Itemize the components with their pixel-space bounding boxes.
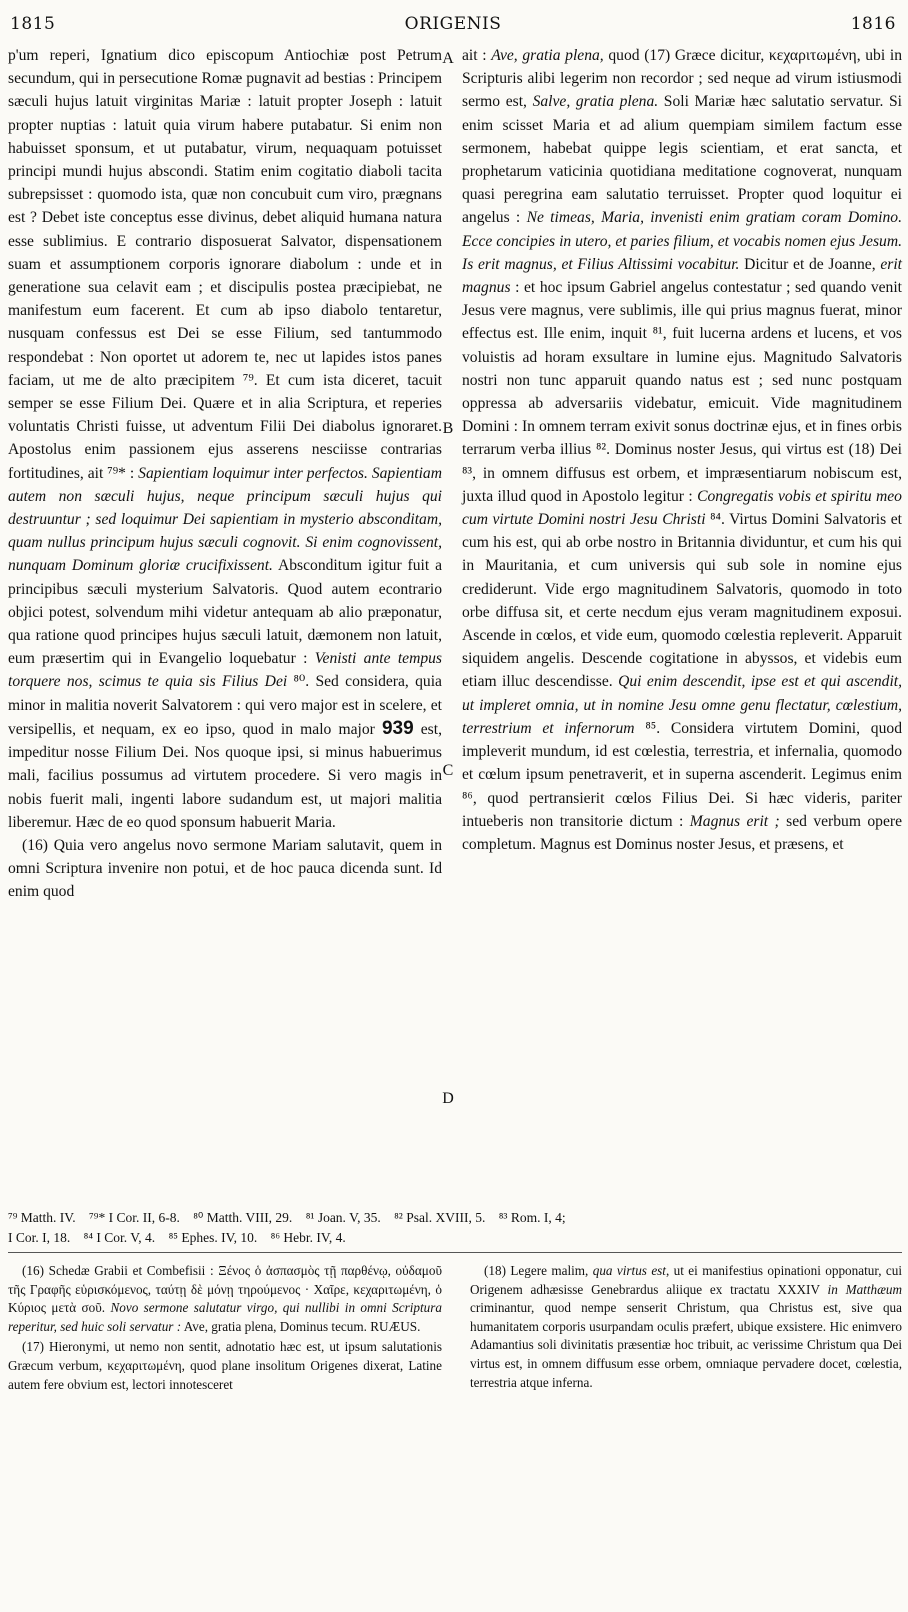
- scripture-ref: ⁸⁰ Matth. VIII, 29.: [193, 1210, 293, 1225]
- left-paragraph-1: p'um reperi, Ignatium dico episcopum Antiochiæ post Petrum secundum, qui in persecutione Romæ pugnavit ad bestias : Principem sæculi hujus latuit virginitas Mariæ : latuit propter Joseph : latuit propter nuptias : latuit quia virum habere putabatur. Si enim non habuisset sponsum, et ut putabatur, virum, nequaquam potuisset principi mundi hujus abscondi. Statim enim cogitatio diaboli tacita subrepsisset : quomodo ista, quæ non concubuit cum viro, prægnans est ? Debet iste conceptus esse divinus, debet aliquid humana natura esse sublimius. E contrario disposuerat Salvator, dispensationem suam et assumptionem corporis ignorare diabolum : unde et in generatione sua celavit eam ; et discipulis postea præcipiebat, ne manifestum eum facerent. Et cum ab ipso diabolo tentaretur, nusquam confessus est Dei se esse Filium, sed tantummodo respondebat : Non oportet ut adorem te, nec ut lapides istos panes faciam, ut me de alto præcipitem ⁷⁹. Et cum ista diceret, tacuit semper se esse Filium Dei. Quære et in alia Scriptura, et reperies voluntatis Christi fuisse, ut adventum Filii Dei diabolus ignoraret. Apostolus enim passionem ejus asserens nesciisse contrarias fortitudines, ait ⁷⁹* : Sapientiam loquimur inter perfectos. Sapientiam autem non sæculi hujus, neque principum sæculi hujus qui destruuntur ; sed loquimur Dei sapientiam in mysterio absconditam, quam nullus principum hujus sæculi cognovit. Si enim cognovissent, nunquam Dominum gloriæ crucifixissent. Absconditum igitur fuit a principibus sæculi mysterium Salvatoris. Quod autem econtrario objici potest, solvendum mihi videtur antequam ab alio præponatur, qua ratione quod principes hujus sæculi latuit, dæmonem non latuit, eum præsertim qui in Evangelio loquebatur : Venisti ante tempus torquere nos, scimus te quia sis Filius Dei ⁸⁰. Sed considera, quia minor in malitia noverit Salvatorem : qui vero major est in scelere, et versipellis, et nequam, ex eo ipso, quod in malo major 939 est, impeditur nosse Filium Dei. Nos quoque ipsi, si minus habuerimus mali, facilius possumus ad virtutem procedere. Si vero magis in nobis fuerit mali, ingenti labore sudandum est, ut majori malitia liberemur. Hæc de eo quod sponsum habuerit Maria.: [8, 47, 442, 831]
- right-column: [462, 44, 902, 1200]
- scripture-ref: ⁸² Psal. XVIII, 5.: [394, 1210, 486, 1225]
- left-column: [8, 44, 442, 1200]
- scripture-ref: ⁸¹ Joan. V, 35.: [305, 1210, 381, 1225]
- scripture-ref: ⁸⁵ Ephes. IV, 10.: [168, 1230, 258, 1245]
- scripture-ref: ⁸³ Rom. I, 4;: [498, 1210, 566, 1225]
- notes-left-column: [8, 1262, 442, 1602]
- scripture-ref: ⁸⁴ I Cor. V, 4.: [83, 1230, 156, 1245]
- margin-letter-c: C: [442, 762, 454, 779]
- margin-letter-a: A: [442, 50, 454, 67]
- right-paragraph-1: ait : Ave, gratia plena, quod (17) Græce dicitur, κεχαριτωμένη, ubi in Scripturis alibi legerim non recordor ; sed neque ad virum istiusmodi sermo est, Salve, gratia plena. Soli Mariæ hæc salutatio servatur. Si enim scisset Maria et ad alium quempiam similem factum esse sermonem, habebat quippe legis scientiam, et erat sancta, et prophetarum vaticinia quotidiana meditatione cognoverat, nunquam quasi peregrina eam salutatio terruisset. Propter quod loquitur ei angelus : Ne timeas, Maria, invenisti enim gratiam coram Domino. Ecce concipies in utero, et paries filium, et vocabis nomen ejus Jesum. Is erit magnus, et Filius Altissimi vocabitur. Dicitur et de Joanne, erit magnus : et hoc ipsum Gabriel angelus contestatur ; sed quando venit Jesus vere magnus, vere sublimis, ille qui prius magnus fuerat, minor effectus est. Ille enim, inquit ⁸¹, fuit lucerna ardens et lucens, et vos voluistis ad horam exsultare in lumine ejus. Magnitudo Salvatoris nostri non tunc apparuit quando natus est ; sed nunc postquam oppressa ab adversariis videbatur, emicuit. Vide magnitudinem Domini : In omnem terram exivit sonus doctrinæ ejus, et in fines orbis terrarum verba illius ⁸². Dominus noster Jesus, qui virtus est (18) Dei ⁸³, in omnem diffusus est orbem, et impræsentiarum nobiscum est, juxta illud quod in Apostolo legitur : Congregatis vobis et spiritu meo cum virtute Domini nostri Jesu Christi ⁸⁴. Virtus Domini Salvatoris et cum his est, qui ab orbe nostro in Britannia dividuntur, et cum his qui in Mauritania, et cum universis qui sub sole in nomine ejus crediderunt. Vide ergo magnitudinem Salvatoris, quomodo in toto orbe diffusa sit, et certe necdum ejus veram magnitudinem exposui. Ascende in cœlos, et vide eum, quomodo cœlestia repleverit. Apparuit siquidem angelis. Descende cogitatione in abyssos, et videbis eum etiam illuc descendisse. Qui enim descendit, ipse est et qui ascendit, ut impleret omnia, ut in nomine Jesu omne genu flectatur, cœlestium, terrestrium et infernorum ⁸⁵. Considera virtutem Domini, quod impleverit mundum, id est cœlestia, terrestria, et infernalia, quomodo et cœlum ipsum penetraverit, et in superna ascenderit. Legimus enim ⁸⁶, quod pertransierit cœlos Filius Dei. Si hæc videris, pariter intueberis non transitorie dictum : Magnus erit ; sed verbum opere completum. Magnus est Dominus noster Jesus, et præsens, et: [462, 47, 903, 853]
- page-number-left: 1815: [10, 14, 56, 34]
- scripture-ref: I Cor. I, 18.: [8, 1230, 71, 1245]
- scripture-ref: ⁷⁹* I Cor. II, 6-8.: [89, 1210, 180, 1225]
- scripture-references: [8, 1208, 902, 1248]
- page-number-right: 1816: [850, 14, 896, 34]
- notes-right-column: [470, 1262, 902, 1602]
- note-18: (18) Legere malim, qua virtus est, ut ei manifestius opinationi opponatur, cui Origenem adhæsisse Genebrardus aliique ex tractatu XXXIV in Matthæum criminantur, quod nempe senserit Christum, qua Christus est, sive qua humanitatem corporis usurpandam oculis præfert, ubique exsistere. Hic enimvero Adamantius soli divinitatis præsentiæ hoc tribuit, ac verissime Christum qua Dei virtus est, in omnem diffusum esse orbem, omniaque pervadere docet, cœlestia, terrestria atque inferna.: [470, 1263, 902, 1390]
- running-title: ORIGENIS: [404, 14, 502, 34]
- column-number: 939: [381, 717, 414, 739]
- note-17: (17) Hieronymi, ut nemo non sentit, adnotatio hæc est, ut ipsum salutationis Græcum verbum, κεχαριτωμένη, quod plane insolitum Origenes dixerat, Latine autem fere obvium est, lectori innotesceret: [8, 1339, 442, 1392]
- notes-divider: [8, 1252, 902, 1253]
- scripture-ref: ⁸⁶ Hebr. IV, 4.: [270, 1230, 346, 1245]
- page-header: [10, 14, 896, 40]
- margin-letter-b: B: [442, 420, 454, 437]
- left-paragraph-2: (16) Quia vero angelus novo sermone Mariam salutavit, quem in omni Scriptura invenire non potui, et de hoc pauca dicenda sunt. Id enim quod: [8, 836, 442, 901]
- note-16: (16) Schedæ Grabii et Combefisii : Ξένος ὁ ἀσπασμὸς τῇ παρθένῳ, οὐδαμοῦ τῆς Γραφῆς εὑρισκόμενος, ταύτῃ δὲ μόνῃ τηρούμενος · Χαῖρε, κεχαριτωμένη, ὁ Κύριος μετὰ σοῦ. Novo sermone salutatur virgo, qui nullibi in omni Scriptura reperitur, sed huic soli servatur : Ave, gratia plena, Dominus tecum. RUÆUS.: [8, 1263, 442, 1334]
- margin-letter-d: D: [442, 1090, 454, 1107]
- scripture-ref: ⁷⁹ Matth. IV.: [8, 1210, 76, 1225]
